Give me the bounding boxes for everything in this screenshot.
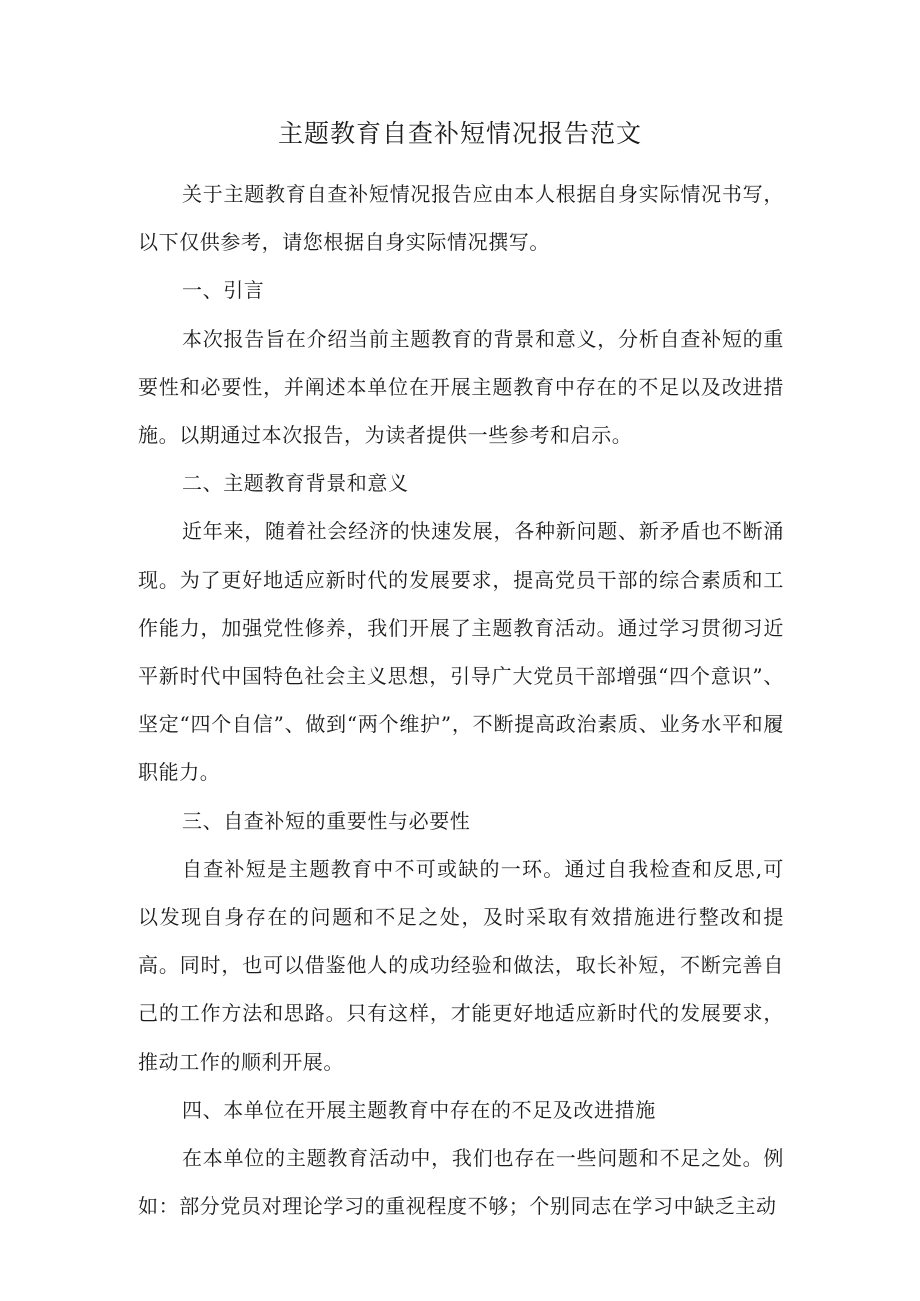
section-1-heading: 一、引言 — [182, 278, 265, 303]
section-1-paragraph: 本次报告旨在介绍当前主题教育的背景和意义，分析自查补短的重要性和必要性，并阐述本单位在开展主题教育中存在的不足以及改进措施。以期通过本次报告，为读者提供一些参考和启示。 — [138, 326, 784, 448]
document-body — [138, 170, 784, 1230]
section-2-heading: 二、主题教育背景和意义 — [182, 471, 409, 496]
intro-paragraph: 关于主题教育自查补短情况报告应由本人根据自身实际情况书写，以下仅供参考，请您根据自身实际情况撰写。 — [138, 182, 784, 255]
section-4-heading: 四、本单位在开展主题教育中存在的不足及改进措施 — [182, 1097, 656, 1122]
section-3-paragraph: 自查补短是主题教育中不可或缺的一环。通过自我检查和反思,可以发现自身存在的问题和不足之处，及时采取有效措施进行整改和提高。同时，也可以借鉴他人的成功经验和做法，取长补短，不断完善自己的工作方法和思路。只有这样，才能更好地适应新时代的发展要求，推动工作的顺利开展。 — [138, 856, 784, 1074]
section-4-paragraph: 在本单位的主题教育活动中，我们也存在一些问题和不足之处。例如：部分党员对理论学习的重视程度不够；个别同志在学习中缺乏主动 — [138, 1146, 784, 1219]
section-2-paragraph: 近年来，随着社会经济的快速发展，各种新问题、新矛盾也不断涌现。为了更好地适应新时代的发展要求，提高党员干部的综合素质和工作能力，加强党性修养，我们开展了主题教育活动。通过学习贯彻习近平新时代中国特色社会主义思想，引导广大党员干部增强“四个意识”、坚定“四个自信”、做到“两个维护”，不断提高政治素质、业务水平和履职能力。 — [138, 519, 784, 785]
document-title: 主题教育自查补短情况报告范文 — [277, 119, 642, 148]
section-3-heading: 三、自查补短的重要性与必要性 — [182, 808, 471, 833]
